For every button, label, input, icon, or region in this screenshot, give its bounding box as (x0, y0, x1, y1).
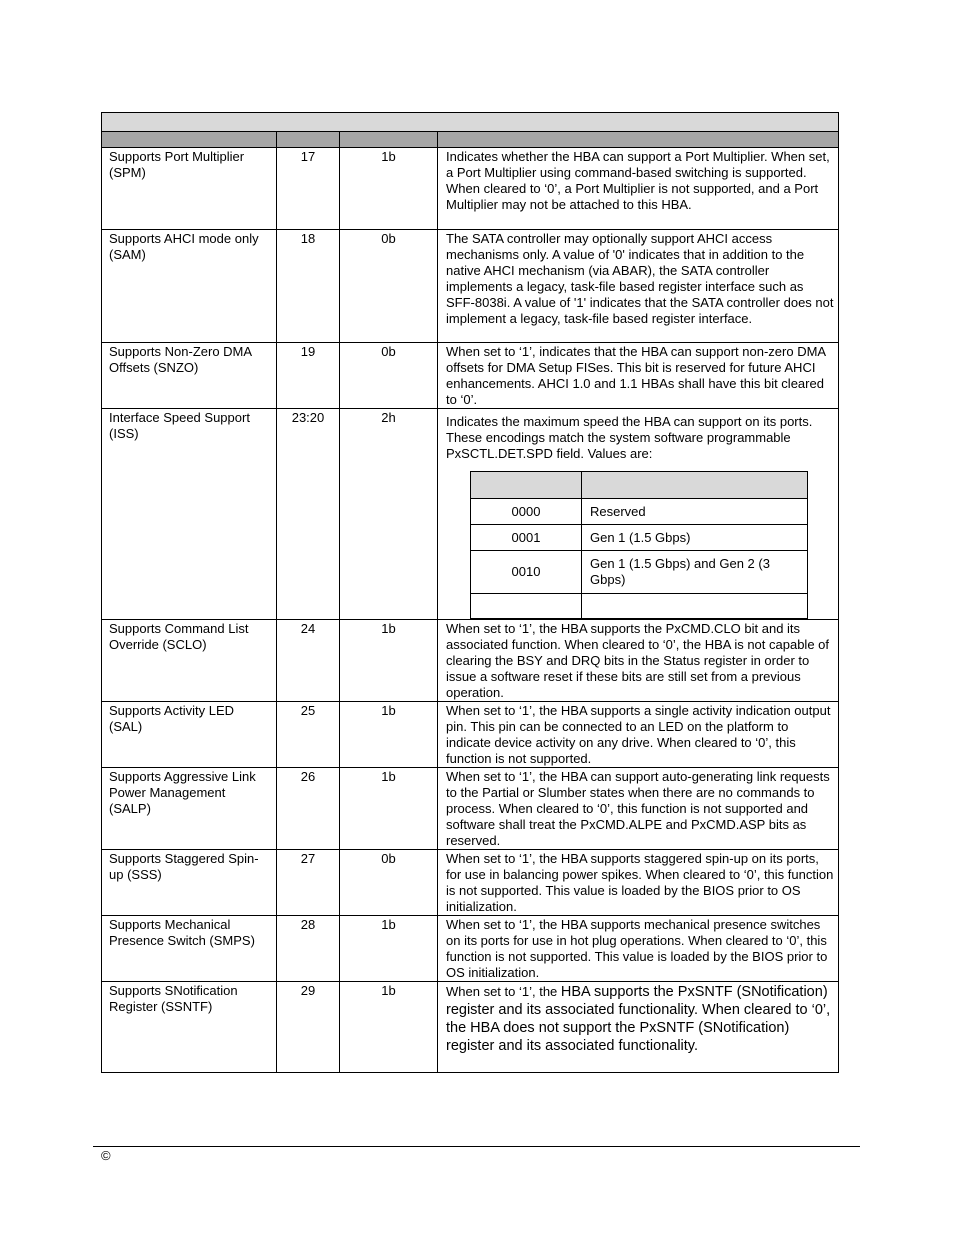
speed-meaning (582, 594, 808, 619)
table-row-smps (102, 916, 839, 982)
field-name: Supports AHCI mode only (SAM) (102, 230, 277, 343)
table-row-sclo (102, 620, 839, 702)
speed-meaning: Gen 1 (1.5 Gbps) and Gen 2 (3 Gbps) (582, 551, 808, 594)
field-name: Supports Command List Override (SCLO) (102, 620, 277, 702)
table-row-salp (102, 768, 839, 850)
default-value: 2h (340, 409, 438, 620)
header-desc-cell (438, 132, 839, 148)
register-table (101, 112, 839, 1073)
speed-code: 0001 (471, 525, 582, 551)
default-value: 1b (340, 620, 438, 702)
bit-position: 18 (277, 230, 340, 343)
default-value: 0b (340, 343, 438, 409)
bit-position: 26 (277, 768, 340, 850)
field-name: Supports Aggressive Link Power Management (SALP) (102, 768, 277, 850)
table-title-row (102, 113, 839, 132)
header-value-cell (340, 132, 438, 148)
bit-position: 25 (277, 702, 340, 768)
default-value: 1b (340, 916, 438, 982)
field-description: When set to ‘1’, indicates that the HBA can support non-zero DMA offsets for DMA Setup FISes. This bit is reserved for future AHCI enhancements. AHCI 1.0 and 1.1 HBAs shall have this bit cleared to ‘0’. (438, 343, 839, 409)
speed-meaning: Reserved (582, 499, 808, 525)
field-description: Indicates whether the HBA can support a Port Multiplier. When set, a Port Multiplier using command-based switching is supported. When cleared to ‘0’, a Port Multiplier is not supported, and a Port Multiplier may not be attached to this HBA. (438, 148, 839, 230)
field-description: When set to ‘1’, the HBA supports the PxCMD.CLO bit and its associated function. When cleared to ‘0’, the HBA is not capable of clearing the BSY and DRQ bits in the Status register in order to issue a software reset if these bits are still set from a previous operation. (438, 620, 839, 702)
field-description (438, 982, 839, 1073)
field-description: When set to ‘1’, the HBA supports staggered spin-up on its ports, for use in balancing power spikes. When cleared to ‘0’, this function is not supported. This value is loaded by the BIOS prior to OS initialization. (438, 850, 839, 916)
speed-values-header-row (471, 472, 808, 499)
speed-code: 0000 (471, 499, 582, 525)
field-name: Supports SNotification Register (SSNTF) (102, 982, 277, 1073)
field-name: Interface Speed Support (ISS) (102, 409, 277, 620)
bit-position: 19 (277, 343, 340, 409)
field-name: Supports Port Multiplier (SPM) (102, 148, 277, 230)
speed-value-row (471, 499, 808, 525)
table-row-ssntf (102, 982, 839, 1073)
table-header-row (102, 132, 839, 148)
field-description: When set to ‘1’, the HBA can support auto-generating link requests to the Partial or Slumber states when there are no commands to process. When cleared to ‘0’, this function is not supported and software shall treat the PxCMD.ALPE and PxCMD.ASP bits as reserved. (438, 768, 839, 850)
bit-position: 27 (277, 850, 340, 916)
bit-position: 29 (277, 982, 340, 1073)
field-name: Supports Activity LED (SAL) (102, 702, 277, 768)
table-title-cell (102, 113, 839, 132)
field-description: When set to ‘1’, the HBA supports mechanical presence switches on its ports for use in hot plug operations. When cleared to ‘0’, this function is not supported. This value is loaded by the BIOS prior to OS initialization. (438, 916, 839, 982)
bit-position: 23:20 (277, 409, 340, 620)
field-name: Supports Non-Zero DMA Offsets (SNZO) (102, 343, 277, 409)
speed-values-header-meaning (582, 472, 808, 499)
table-row-sam (102, 230, 839, 343)
bit-position: 17 (277, 148, 340, 230)
field-name: Supports Staggered Spin-up (SSS) (102, 850, 277, 916)
table-row-spm (102, 148, 839, 230)
default-value: 0b (340, 230, 438, 343)
default-value: 1b (340, 768, 438, 850)
default-value: 1b (340, 702, 438, 768)
speed-code: 0010 (471, 551, 582, 594)
field-name: Supports Mechanical Presence Switch (SMPS) (102, 916, 277, 982)
bit-position: 28 (277, 916, 340, 982)
footer-divider (93, 1146, 860, 1147)
table-row-iss (102, 409, 839, 620)
bit-position: 24 (277, 620, 340, 702)
table-row-sss (102, 850, 839, 916)
default-value: 1b (340, 982, 438, 1073)
table-row-sal (102, 702, 839, 768)
speed-values-table (470, 471, 808, 619)
speed-value-row-empty (471, 594, 808, 619)
header-name-cell (102, 132, 277, 148)
field-description: When set to ‘1’, the HBA supports a single activity indication output pin. This pin can be connected to an LED on the platform to indicate device activity on any drive. When cleared to ‘0’, this function is not supported. (438, 702, 839, 768)
field-description: The SATA controller may optionally support AHCI access mechanisms only. A value of '0' indicates that in addition to the native AHCI mechanism (via ABAR), the SATA controller implements a legacy, task-file based register interface such as SFF-8038i. A value of '1' indicates that the SATA controller does not implement a legacy, task-file based register interface. (438, 230, 839, 343)
header-bit-cell (277, 132, 340, 148)
speed-code (471, 594, 582, 619)
speed-meaning: Gen 1 (1.5 Gbps) (582, 525, 808, 551)
copyright-symbol: © (101, 1148, 111, 1163)
field-description-rest: HBA supports the PxSNTF (SNotification) register and its associated functionality. When cleared to ‘0’, the HBA does not support the PxSNTF (SNotification) register and its associated functionality. (446, 984, 831, 1054)
table-row-snzo (102, 343, 839, 409)
speed-value-row (471, 525, 808, 551)
speed-value-row (471, 551, 808, 594)
field-description: Indicates the maximum speed the HBA can support on its ports. These encodings match the system software programmable PxSCTL.DET.SPD field. Values are: (446, 414, 813, 461)
default-value: 0b (340, 850, 438, 916)
speed-values-header-code (471, 472, 582, 499)
field-description-lead: When set to ‘1’, the (446, 984, 561, 999)
default-value: 1b (340, 148, 438, 230)
field-description-cell (438, 409, 839, 620)
